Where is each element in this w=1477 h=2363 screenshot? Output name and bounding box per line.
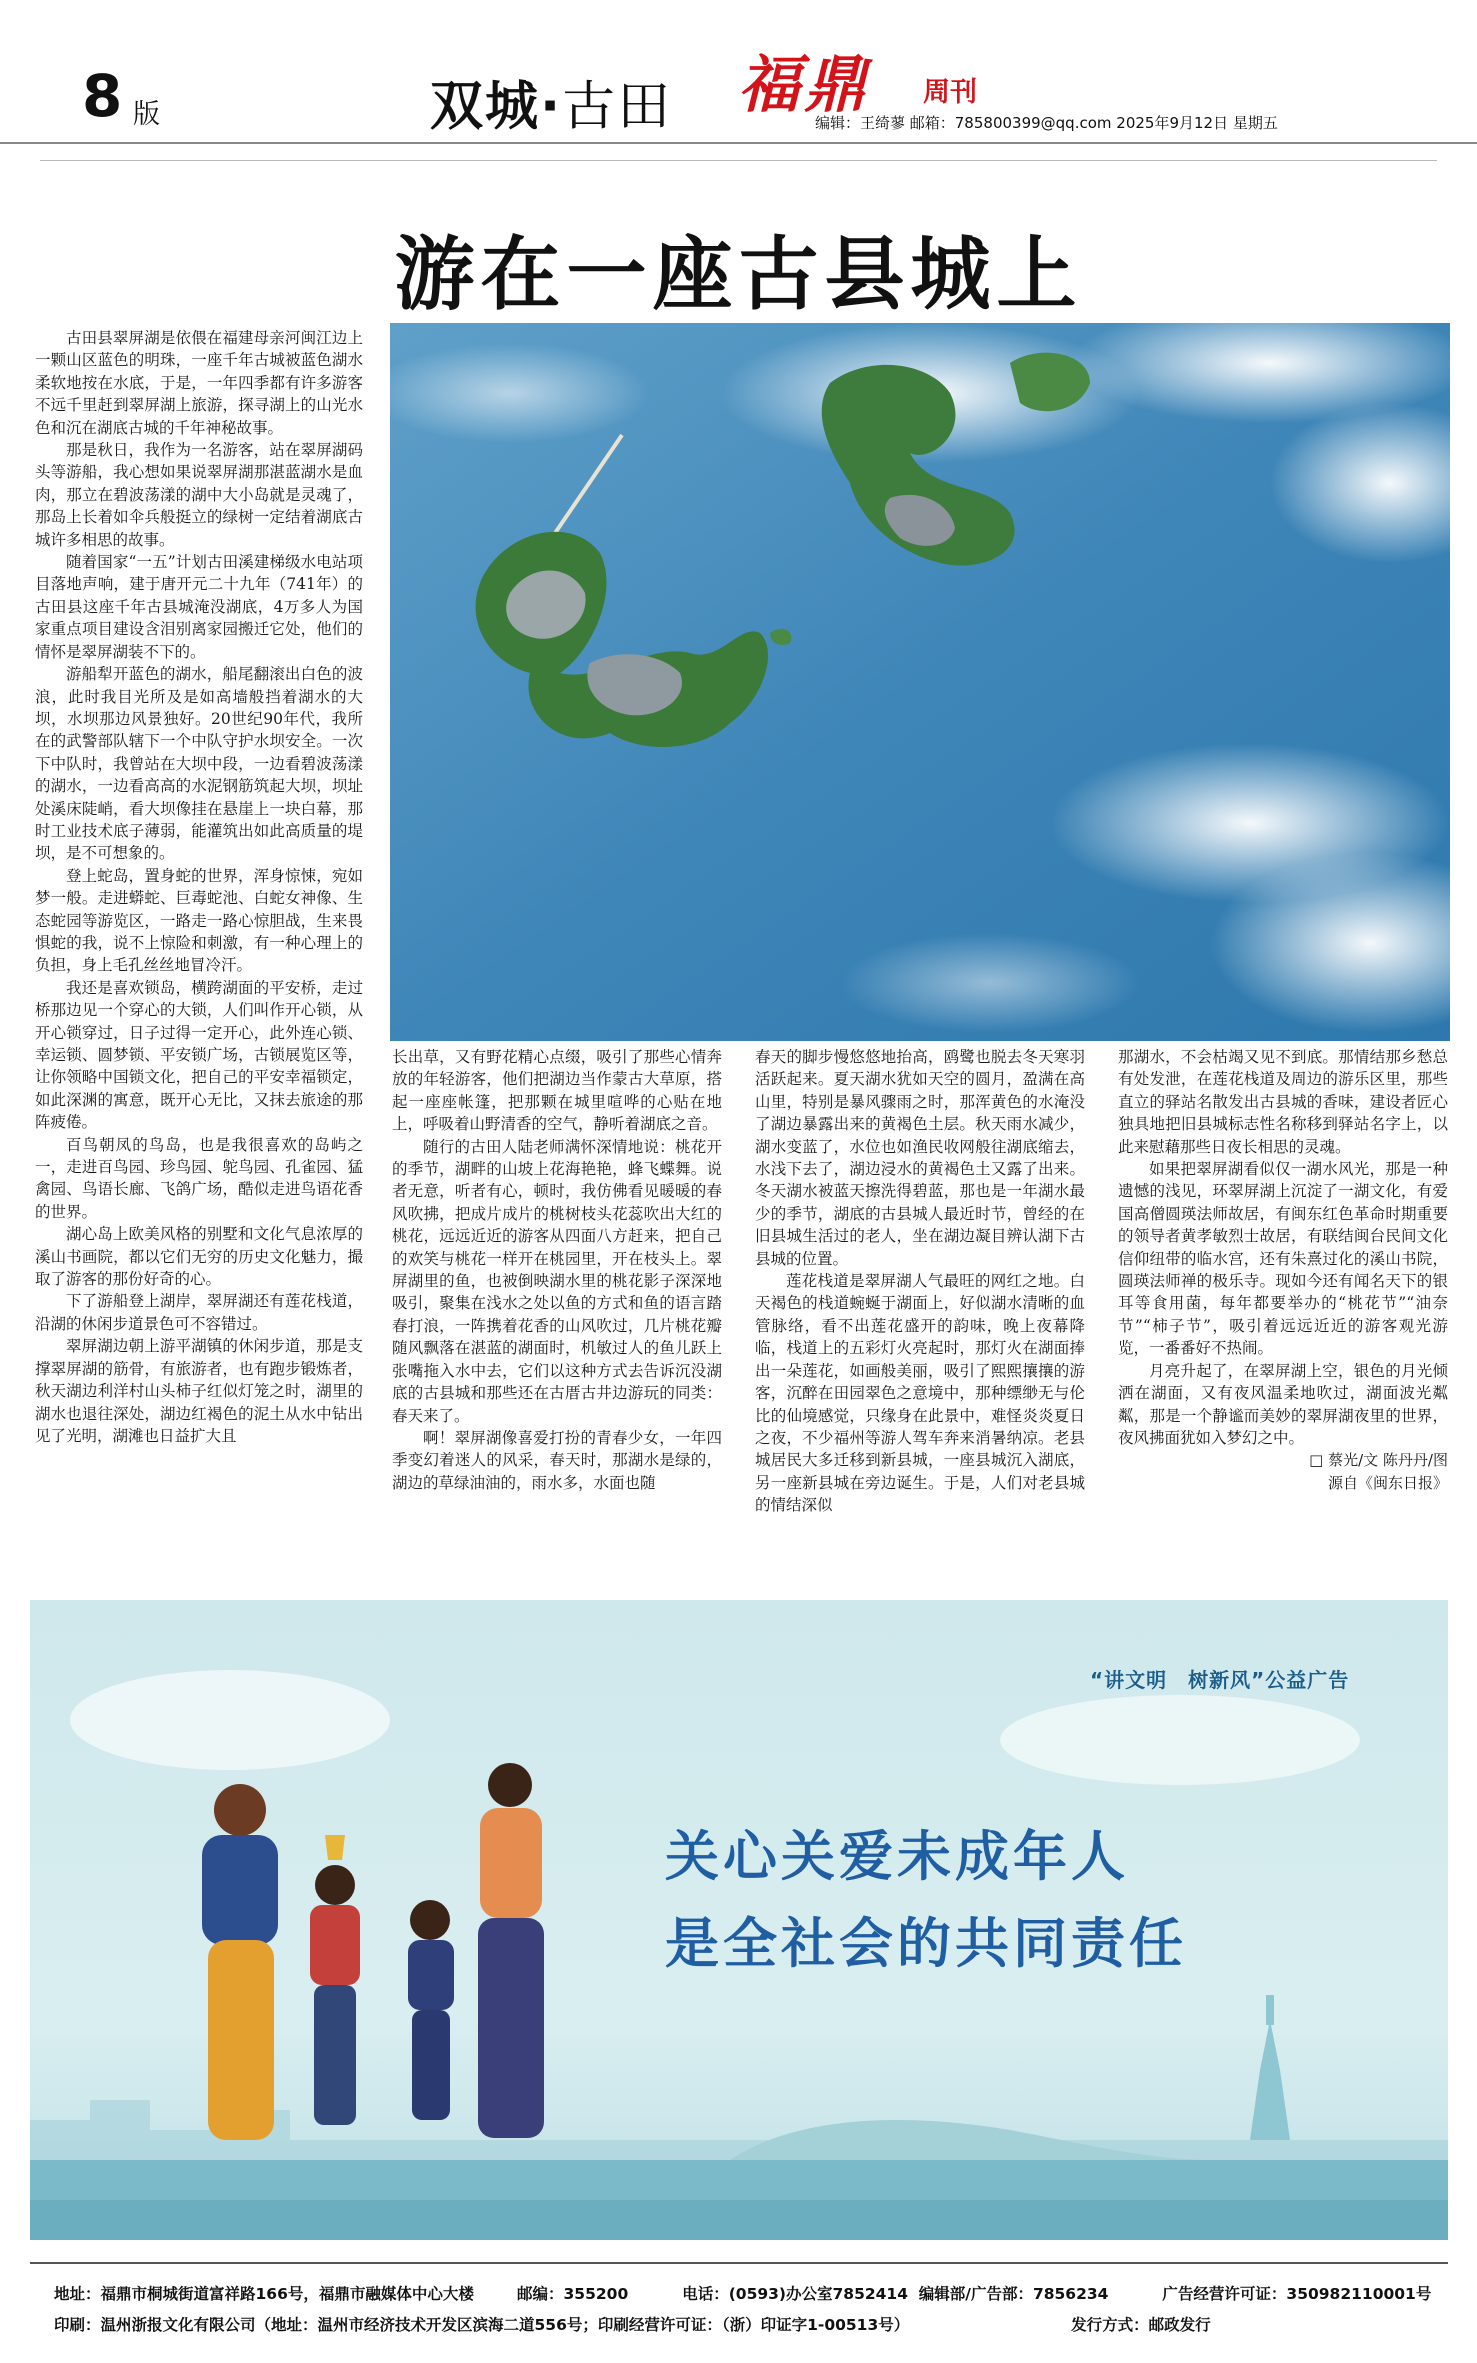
article-column-1 — [35, 327, 363, 1447]
paragraph: 古田县翠屏湖是依偎在福建母亲河闽江边上一颗山区蓝色的明珠，一座千年古城被蓝色湖水柔软地按在水底，于是，一年四季都有许多游客不远千里赶到翠屏湖上旅游，探寻湖上的山光水色和沉在湖底古城的千年神秘故事。 — [35, 329, 363, 437]
footer-address: 地址：福鼎市桐城街道富祥路166号，福鼎市融媒体中心大楼 邮编：355200 电话：(0593)办公室7852414 编辑部/广告部：7856234 广告经营许可证：350982110001号 — [54, 2285, 1432, 2303]
paragraph: 随行的古田人陆老师满怀深情地说：桃花开的季节，湖畔的山坡上花海艳艳，蜂飞蝶舞。说者无意，听者有心，顿时，我仿佛看见暖暖的春风吹拂，把成片成片的桃树枝头花蕊吹出大红的桃花，远远近近的游客从四面八方赶来，把自己的欢笑与桃花一样开在桃园里，开在枝头上。翠屏湖里的鱼，也被倒映湖水里的桃花影子深深地吸引，聚集在浅水之处以鱼的方式和鱼的语言踏春打浪，一阵携着花香的山风吹过，几片桃花瓣随风飘落在湛蓝的湖面时，机敏过人的鱼儿跃上张嘴拖入水中去，它们以这种方式去告诉沉没湖底的古县城和那些还在古厝古井边游玩的同类：春天来了。 — [392, 1137, 722, 1425]
paragraph: 翠屏湖边朝上游平湖镇的休闲步道，那是支撑翠屏湖的筋骨，有旅游者，也有跑步锻炼者，秋天湖边利洋村山头柿子红似灯笼之时，湖里的湖水也退往深处，湖边红褐色的泥土从水中钻出见了光明，湖滩也日益扩大且 — [35, 1337, 363, 1445]
page-number: 8 — [82, 62, 123, 130]
header-rule — [0, 142, 1477, 144]
paragraph: 湖心岛上欧美风格的别墅和文化气息浓厚的溪山书画院，都以它们无穷的历史文化魅力，撮取了游客的那份好奇的心。 — [35, 1225, 363, 1289]
article-column-3 — [755, 1046, 1085, 1517]
paragraph: 啊！翠屏湖像喜爱打扮的青春少女，一年四季变幻着迷人的风采，春天时，那湖水是绿的，湖边的草绿油油的，雨水多，水面也随 — [392, 1428, 722, 1492]
section-title-b: 古田 — [562, 76, 673, 137]
section-title-a: 双城· — [430, 76, 563, 137]
paragraph: 下了游船登上湖岸，翠屏湖还有莲花栈道，沿湖的休闲步道景色可不容错过。 — [35, 1292, 363, 1333]
article-column-2 — [392, 1046, 722, 1494]
page-unit: 版 — [133, 99, 160, 130]
editor-info: 编辑：王绮蓼 邮箱：785800399@qq.com 2025年9月12日 星期五 — [815, 114, 1278, 132]
paragraph: 那是秋日，我作为一名游客，站在翠屏湖码头等游船，我心想如果说翠屏湖那湛蓝湖水是血肉，那立在碧波荡漾的湖中大小岛就是灵魂了，那岛上长着如伞兵般挺立的绿树一定结着湖底古城许多相思的故事。 — [35, 441, 363, 549]
paragraph: 随着国家“一五”计划古田溪建梯级水电站项目落地声响，建于唐开元二十九年（741年）的古田县这座千年古县城淹没湖底，4万多人为国家重点项目建设含泪别离家园搬迁它处，他们的情怀是翠屏湖装不下的。 — [35, 553, 363, 661]
section-title — [430, 64, 672, 140]
paragraph: 我还是喜欢锁岛，横跨湖面的平安桥，走过桥那边见一个穿心的大锁，人们叫作开心锁，从开心锁穿过，日子过得一定开心，此外连心锁、幸运锁、圆梦锁、平安锁广场，古锁展览区等，让你领略中国锁文化，把自己的平安幸福锁定，如此深渊的寓意，既开心无比，又抹去旅途的那阵疲倦。 — [35, 978, 363, 1132]
article-column-4 — [1118, 1046, 1448, 1494]
paragraph: 如果把翠屏湖看似仅一湖水风光，那是一种遗憾的浅见，环翠屏湖上沉淀了一湖文化，有爱国高僧圆瑛法师故居，有闽东红色革命时期重要的领导者黄孝敏烈士故居，有联结闽台民间文化信仰纽带的临水宫，还有朱熹过化的溪山书院，圆瑛法师禅的极乐寺。现如今还有闻名天下的银耳等食用菌，每年都要举办的“桃花节”“油奈节”“柿子节”，吸引着远远近近的游客观光游览，一番番好不热闹。 — [1118, 1160, 1448, 1358]
footer-rule — [30, 2262, 1448, 2264]
ad-slogan-line-2: 是全社会的共同责任 — [665, 1912, 1187, 1975]
article-headline: 游在一座古县城上 — [394, 228, 1083, 321]
paragraph: 那湖水，不会枯竭又见不到底。那情结那乡愁总有处发泄，在莲花栈道及周边的游乐区里，那些直立的驿站名散发出古县城的香味，建设者匠心独具地把旧县城标志性名称移到驿站名字上，以此来慰藉那些日夜长相思的灵魂。 — [1118, 1048, 1448, 1156]
paragraph: 百鸟朝凤的鸟岛，也是我很喜欢的岛屿之一，走进百鸟园、珍鸟园、鸵鸟园、孔雀园、猛禽园、鸟语长廊、飞鸽广场，酷似走进鸟语花香的世界。 — [35, 1135, 363, 1221]
ad-tag: “讲文明 树新风”公益广告 — [1090, 1668, 1350, 1692]
paragraph: 莲花栈道是翠屏湖人气最旺的网红之地。白天褐色的栈道蜿蜒于湖面上，好似湖水清晰的血管脉络，看不出莲花盛开的韵味，晚上夜幕降临，栈道上的五彩灯火亮起时，那灯火在湖面捧出一朵莲花，如画般美丽，吸引了熙熙攘攘的游客，沉醉在田园翠色之意境中，那种缥缈无与伦比的仙境感觉，只缘身在此景中，难怪炎炎夏日之夜，不少福州等游人驾车奔来消暑纳凉。老县城居民大多迁移到新县城，一座县城沉入湖底，另一座新县城在旁边诞生。于是，人们对老县城的情结深似 — [755, 1272, 1085, 1515]
paragraph: 游船犁开蓝色的湖水，船尾翻滚出白色的波浪，此时我目光所及是如高墙般挡着湖水的大坝，水坝那边风景独好。20世纪90年代，我所在的武警部队辖下一个中队守护水坝安全。一次下中队时，我曾站在大坝中段，一边看碧波荡漾的湖水，一边看高高的水泥钢筋筑起大坝，坝址处溪床陡峭，看大坝像挂在悬崖上一块白幕，那时工业技术底子薄弱，能灌筑出如此高质量的堤坝，是不可想象的。 — [35, 665, 363, 863]
header-rule-thin — [40, 160, 1437, 161]
paragraph: 长出草，又有野花精心点缀，吸引了那些心情奔放的年轻游客，他们把湖边当作蒙古大草原，搭起一座座帐篷，把那颗在城里喧哗的心贴在地上，呼吸着山野清香的空气，静听着湖底之音。 — [392, 1048, 722, 1134]
paragraph: 春天的脚步慢悠悠地抬高，鸥鹭也脱去冬天寒羽活跃起来。夏天湖水犹如天空的圆月，盈满在高山里，特别是暴风骤雨之时，那浑黄色的水淹没了湖边暴露出来的黄褐色土层。秋天雨水减少，湖水变蓝了，水位也如渔民收网般往湖底缩去，水浅下去了，湖边浸水的黄褐色土又露了出来。冬天湖水被蓝天擦洗得碧蓝，那也是一年湖水最少的季节，湖底的古县城人最近时节，曾经的在旧县城生活过的老人，坐在湖边凝目辨认湖下古县城的位置。 — [755, 1048, 1085, 1268]
lake-islands-photo — [390, 323, 1450, 1041]
author-credit: □ 蔡光/文 陈丹丹/图 — [1309, 1451, 1448, 1470]
source-credit: 源自《闽东日报》 — [1327, 1473, 1448, 1492]
brand-subtitle: 周刊 — [923, 77, 977, 108]
footer-printing: 印刷：温州浙报文化有限公司（地址：温州市经济技术开发区滨海二道556号；印刷经营许可证：（浙）印证字1-00513号） 发行方式：邮政发行 — [54, 2316, 1211, 2334]
paragraph: 登上蛇岛，置身蛇的世界，浑身惊悚，宛如梦一般。走进蟒蛇、巨毒蛇池、白蛇女神像、生态蛇园等游览区，一路走一路心惊胆战，生来畏惧蛇的我，说不上惊险和刺激，有一种心理上的负担，身上毛孔丝丝地冒冷汗。 — [35, 866, 363, 975]
brand-logo: 福鼎 — [738, 48, 871, 121]
ad-slogan-line-1: 关心关爱未成年人 — [665, 1825, 1129, 1888]
paragraph: 月亮升起了，在翠屏湖上空，银色的月光倾洒在湖面，又有夜风温柔地吹过，湖面波光粼粼，那是一个静谧而美妙的翠屏湖夜里的世界，夜风拂面犹如入梦幻之中。 — [1118, 1361, 1448, 1447]
